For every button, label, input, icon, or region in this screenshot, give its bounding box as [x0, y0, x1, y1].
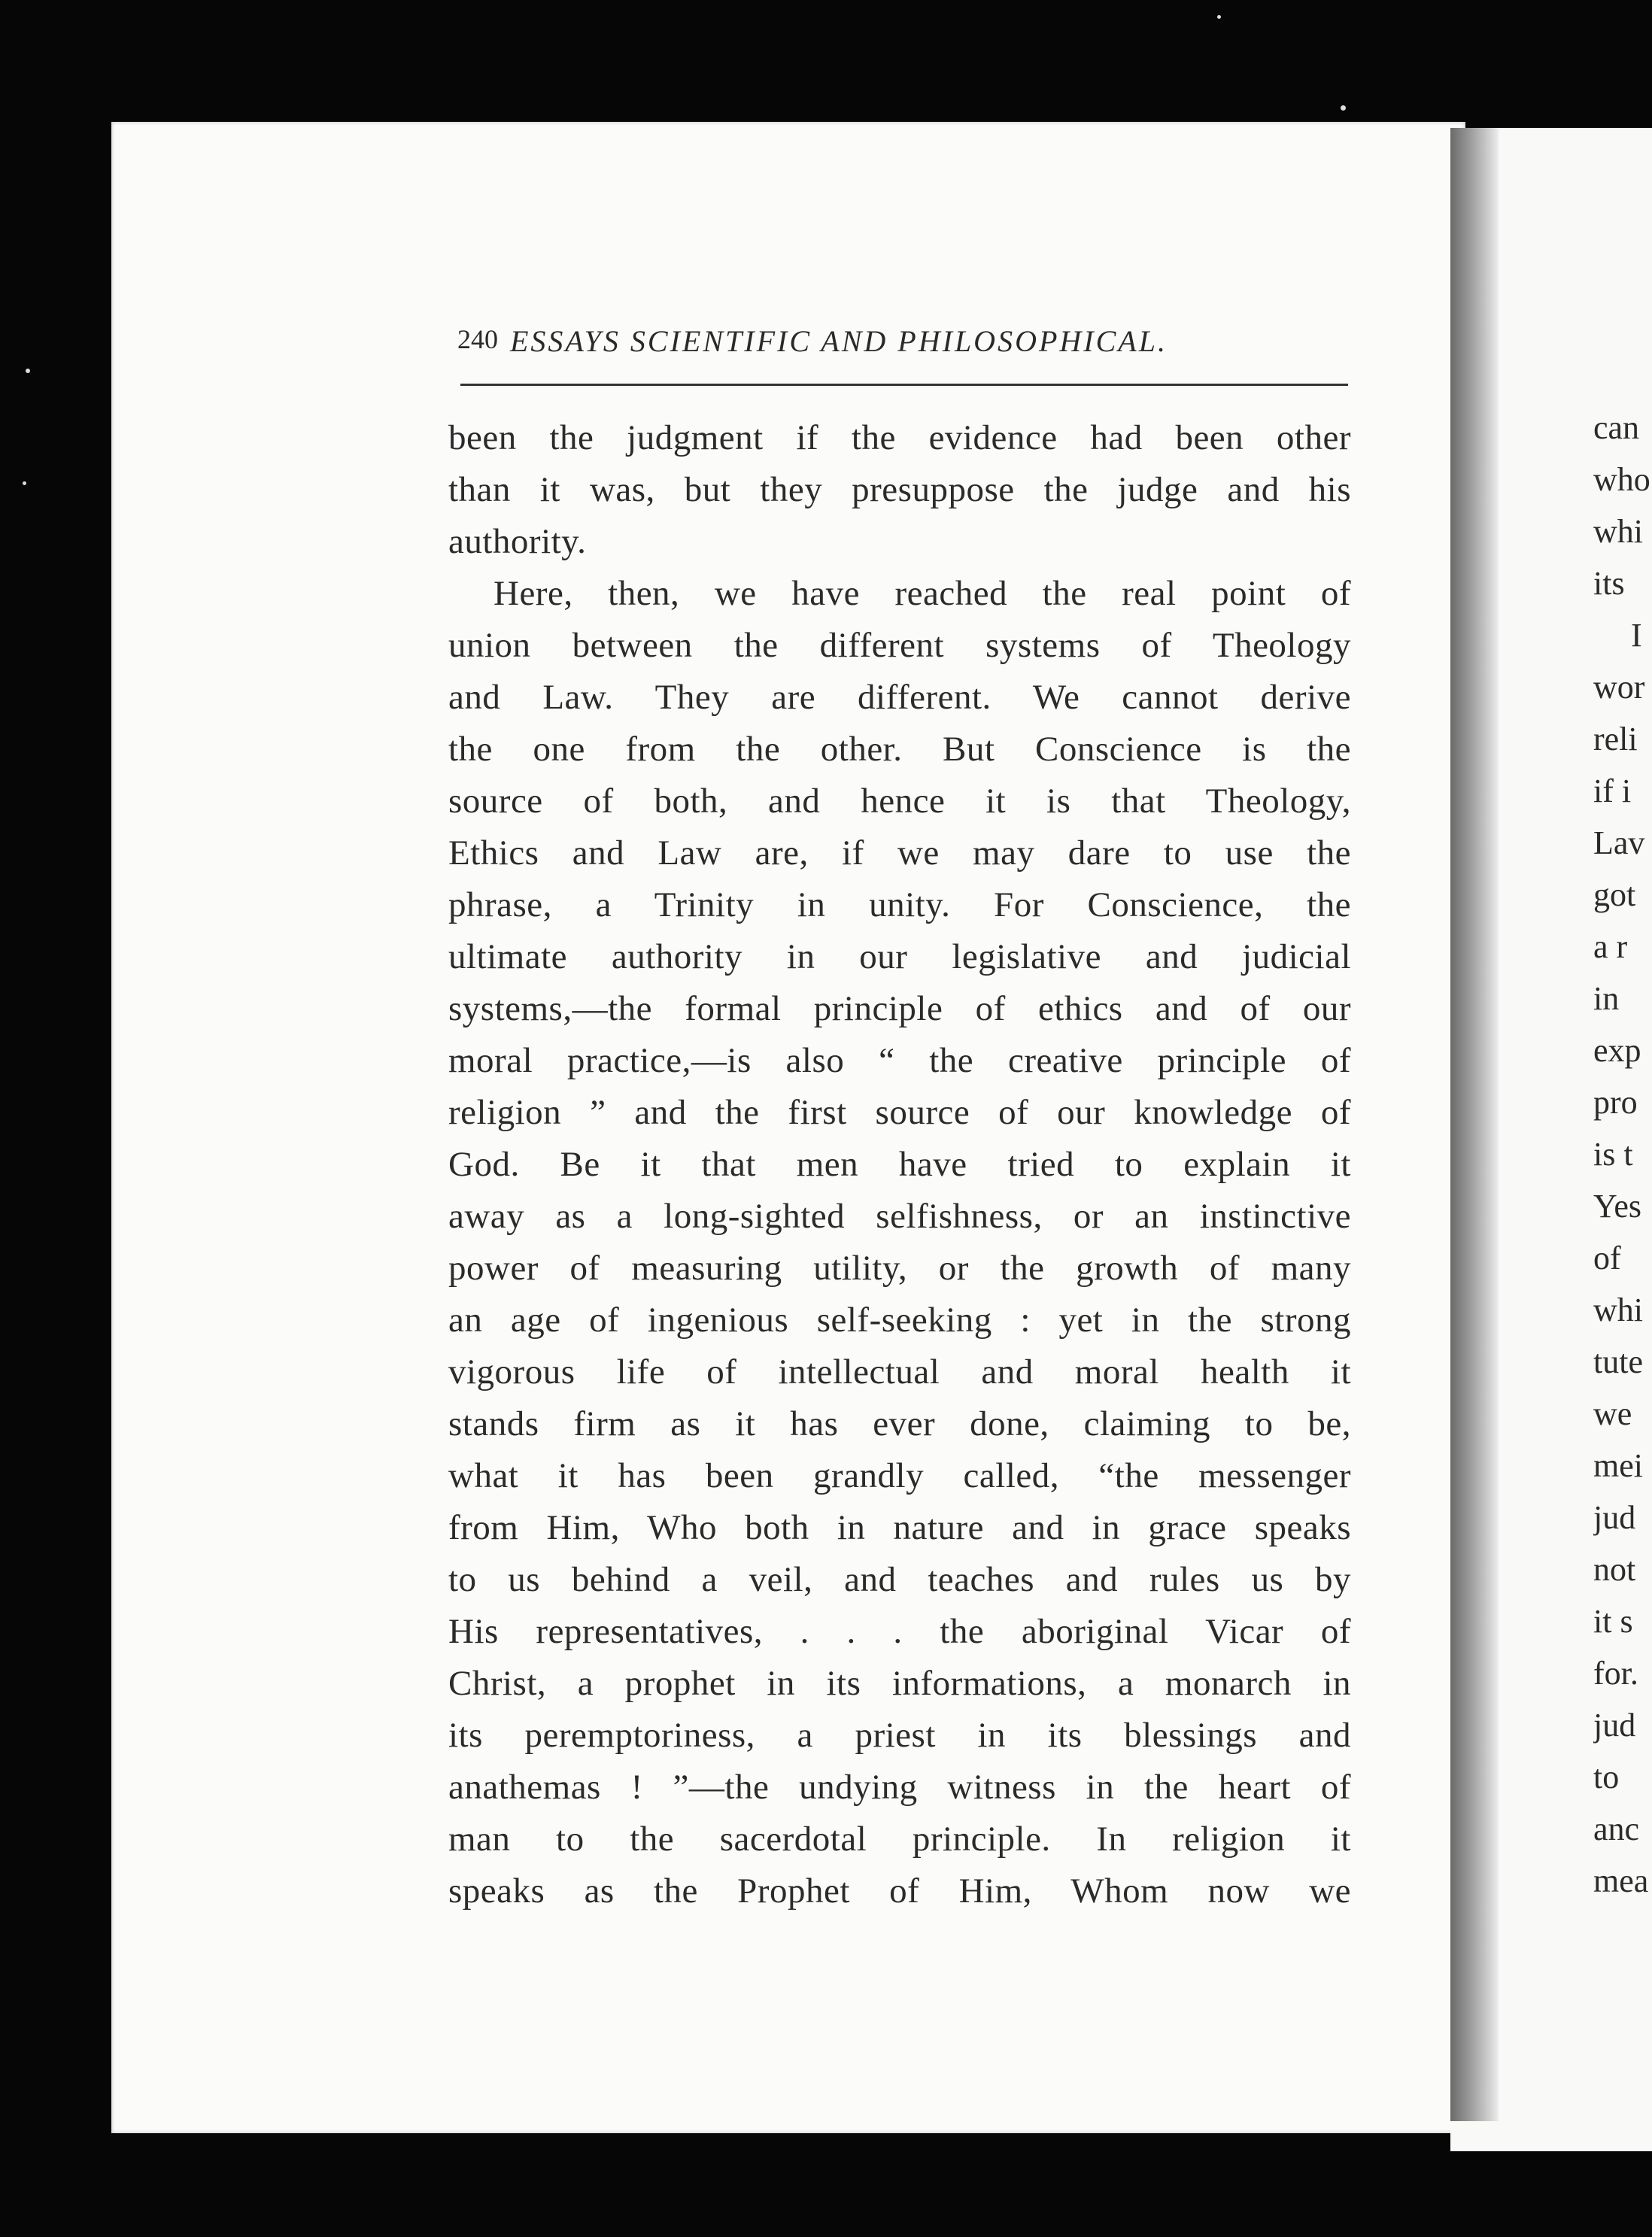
fragment-line: not — [1593, 1551, 1636, 1588]
fragment-line: jud — [1593, 1707, 1636, 1744]
text-line: its peremptoriness, a priest in its blessings and — [448, 1716, 1351, 1755]
text-line: moral practice,—is also “ the creative principle of — [448, 1041, 1351, 1080]
text-line: union between the different systems of Theology — [448, 626, 1351, 665]
fragment-line: mei — [1593, 1447, 1643, 1484]
fragment-line: whi — [1593, 513, 1643, 550]
dust-speck — [1217, 15, 1221, 19]
text-line: an age of ingenious self-seeking : yet in the strong — [448, 1301, 1351, 1340]
fragment-line: to — [1593, 1759, 1620, 1795]
fragment-line: got — [1593, 876, 1636, 913]
fragment-line: it s — [1593, 1603, 1633, 1640]
fragment-line: if i — [1593, 772, 1632, 809]
fragment-line: we — [1593, 1395, 1632, 1432]
text-line: vigorous life of intellectual and moral health it — [448, 1352, 1351, 1392]
book-gutter — [1450, 128, 1499, 2121]
text-line: source of both, and hence it is that Theology, — [448, 782, 1351, 821]
text-line: Here, then, we have reached the real point of — [493, 574, 1351, 613]
fragment-line: can — [1593, 409, 1640, 446]
fragment-line: Lav — [1593, 824, 1645, 861]
running-title: ESSAYS SCIENTIFIC AND PHILOSOPHICAL. — [510, 324, 1168, 358]
fragment-line: is t — [1593, 1136, 1633, 1173]
fragment-line: pro — [1593, 1084, 1638, 1121]
fragment-line: tute — [1593, 1343, 1643, 1380]
dust-speck — [23, 481, 26, 485]
fragment-line: reli — [1593, 721, 1638, 757]
text-line: power of measuring utility, or the growth of many — [448, 1249, 1351, 1288]
text-line: Christ, a prophet in its informations, a monarch in — [448, 1664, 1351, 1703]
dust-speck — [26, 369, 30, 373]
text-line: God. Be it that men have tried to explain it — [448, 1145, 1351, 1184]
fragment-line: its — [1593, 565, 1625, 602]
fragment-line: anc — [1593, 1811, 1640, 1847]
text-line: stands firm as it has ever done, claiming to be, — [448, 1404, 1351, 1443]
text-line: man to the sacerdotal principle. In religion it — [448, 1820, 1351, 1859]
fragment-line: wor — [1593, 669, 1645, 706]
text-line: His representatives, . . . the aboriginal Vicar of — [448, 1612, 1351, 1651]
text-line: systems,—the formal principle of ethics and of our — [448, 989, 1351, 1028]
text-line: ultimate authority in our legislative and judicial — [448, 937, 1351, 976]
fragment-line: exp — [1593, 1032, 1641, 1069]
text-line: speaks as the Prophet of Him, Whom now we — [448, 1871, 1351, 1911]
right-page-text — [1593, 402, 1652, 1907]
fragment-line: Yes — [1593, 1188, 1642, 1225]
text-line: religion ” and the first source of our knowledge of — [448, 1093, 1351, 1132]
text-line: Ethics and Law are, if we may dare to use the — [448, 833, 1351, 873]
fragment-line: whi — [1593, 1292, 1643, 1328]
body-text — [448, 412, 1351, 1917]
fragment-line: mea — [1593, 1862, 1649, 1899]
fragment-line: I — [1631, 617, 1642, 654]
fragment-line: who — [1593, 461, 1650, 498]
text-line: than it was, but they presuppose the judge and his — [448, 470, 1351, 509]
text-line: the one from the other. But Conscience is the — [448, 730, 1351, 769]
header-rule — [460, 384, 1348, 386]
text-line: phrase, a Trinity in unity. For Conscience, the — [448, 885, 1351, 924]
dust-speck — [1341, 105, 1346, 111]
text-line: what it has been grandly called, “the messenger — [448, 1456, 1351, 1495]
page-number: 240 — [457, 324, 498, 354]
text-line: away as a long-sighted selfishness, or an instinctive — [448, 1197, 1351, 1236]
text-line: been the judgment if the evidence had been other — [448, 418, 1351, 457]
text-line: anathemas ! ”—the undying witness in the heart of — [448, 1768, 1351, 1807]
running-head — [457, 323, 1345, 369]
fragment-line: jud — [1593, 1499, 1636, 1536]
text-line: to us behind a veil, and teaches and rules us by — [448, 1560, 1351, 1599]
text-line: from Him, Who both in nature and in grace speaks — [448, 1508, 1351, 1547]
fragment-line: of — [1593, 1240, 1621, 1276]
text-line: authority. — [448, 522, 587, 561]
text-line: and Law. They are different. We cannot derive — [448, 678, 1351, 717]
fragment-line: a r — [1593, 928, 1628, 965]
fragment-line: in — [1593, 980, 1620, 1017]
fragment-line: for. — [1593, 1655, 1638, 1692]
